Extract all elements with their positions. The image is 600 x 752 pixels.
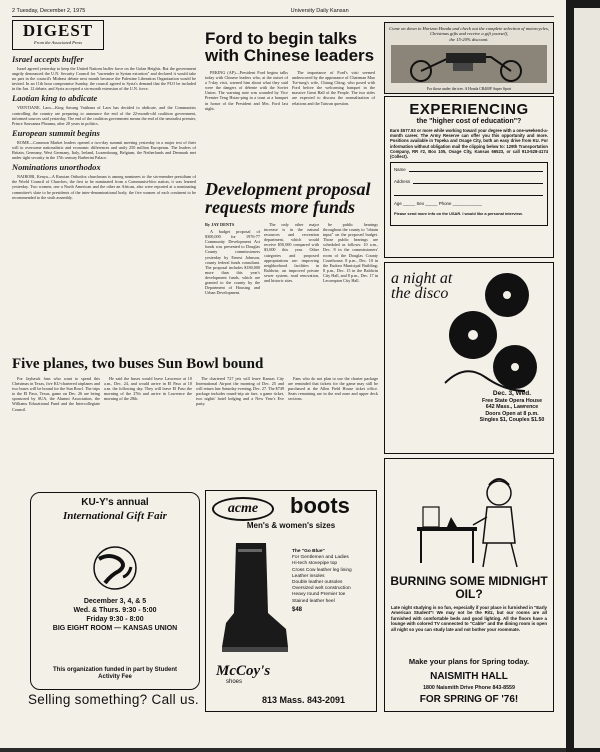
sun-bowl-col3 bbox=[196, 376, 284, 486]
gift-fair-times: Wed. & Thurs. 9:30 - 5:00 bbox=[73, 607, 157, 614]
acme-logo: acme bbox=[212, 497, 274, 521]
disco-ad bbox=[384, 262, 554, 454]
ford-story-col1 bbox=[205, 70, 288, 170]
army-ad-footer: Please send more info on the USAR. I would like a personal interview. bbox=[394, 211, 523, 217]
digest-masthead bbox=[12, 20, 104, 50]
boot-illustration bbox=[220, 543, 290, 655]
address-field-label: Address bbox=[394, 179, 411, 185]
army-reserve-ad bbox=[384, 96, 554, 258]
naismith-spring: FOR SPRING OF '76! bbox=[419, 694, 519, 705]
address-field-line bbox=[413, 183, 543, 184]
disco-ad-date: Dec. 3, Wed. bbox=[492, 390, 532, 397]
disco-ad-title: a night at the disco bbox=[391, 270, 453, 302]
digest-story-head: Israel accepts buffer bbox=[12, 54, 84, 64]
gift-fair-friday: Friday 9:30 - 8:00 bbox=[86, 616, 144, 623]
horizon-honda-ad bbox=[384, 22, 554, 94]
army-ad-body: Earn $577.93 or more while working toward your degree with a one-weekend-a-month career. The Army Reserve can offer you this opportunity and more. Positions available in Topeka and Osage City, both an easy drive from KU. For information without obligation mail the clipping below to: 129th Transportation Company, RR #2, Box 105, Osage City, Kansas 66523, or call 913-528-4174 (Collect). bbox=[390, 128, 548, 160]
naismith-name: NAISMITH HALL bbox=[430, 671, 508, 682]
classified-promo: Selling something? Call us. bbox=[28, 692, 199, 707]
address-field-line-2 bbox=[394, 195, 543, 196]
boots-feature: Hi-tech stovepipe top bbox=[292, 561, 338, 567]
boots-title: boots bbox=[290, 493, 350, 518]
gift-fair-place: BIG EIGHT ROOM — KANSAS UNION bbox=[52, 625, 178, 632]
disco-ad-doors: Doors Open at 8 p.m. bbox=[485, 410, 539, 417]
gift-fair-dates: December 3, 4, & 5 bbox=[83, 598, 147, 605]
digest-story-head: Nominations unorthodox bbox=[12, 162, 101, 173]
honda-ad-line3: the 15-20% discount. bbox=[449, 36, 489, 42]
name-field-line bbox=[409, 171, 543, 172]
boots-feature-list bbox=[292, 549, 372, 613]
honda-ad-line1: Come on down to Horizon Honda and check out the complete selection of motorcycles, bbox=[389, 26, 549, 31]
boots-feature: Cross Cow leather leg lining bbox=[292, 567, 352, 573]
folio-date: 2 Tuesday, December 2, 1975 bbox=[12, 8, 86, 14]
digest-story-head: Laotian king to abdicate bbox=[12, 93, 98, 104]
page-folio bbox=[12, 8, 554, 17]
digest-story-head: European summit begins bbox=[12, 127, 100, 138]
student-at-desk-illustration bbox=[407, 463, 533, 571]
sun-bowl-col4 bbox=[288, 376, 378, 486]
phone-field-label: Phone bbox=[438, 201, 452, 207]
sun-bowl-text: Fans who do not plan to use the charter package are reminded that tickets for the game may still be purchased at the Allen Field House ticket office. Seats remaining are in the end zone and upper deck sections. bbox=[288, 376, 378, 402]
acme-boots-ad bbox=[205, 490, 377, 712]
ford-story-col2 bbox=[292, 70, 375, 170]
boots-feature: Stained leather heel bbox=[292, 598, 335, 604]
sun-bowl-col2 bbox=[104, 376, 192, 486]
naismith-hall-ad bbox=[384, 458, 554, 712]
digest-story-text: ROME—Common Market leaders opened a two-day summit meeting yesterday in a major test of their will to overcome nationalistic and economic differences and unify 250 million Europeans. The leaders of Britain, Germany, West Germany, Italy, Ireland, Luxembourg, Belgium, the Netherlands and Denmark met under tight security in the 17th century Barberini Palace. bbox=[12, 139, 196, 161]
gift-fair-sponsor: This organization funded in part by Student Activity Fee bbox=[53, 667, 177, 680]
army-ad-title: EXPERIENCING bbox=[409, 101, 529, 118]
ford-story-text: The importance of Ford's visit seemed underscored by the appearance of Chairman Mao Tse-tung's wife, Chiang Ching, who posed with Ford before the welcoming banquet in the massive Great Hall of the People. The two sides are expected to discuss the normalization of relations and the Taiwan question. bbox=[292, 70, 375, 106]
boots-feature: Leather insoles bbox=[292, 573, 325, 579]
folio-paper-name: University Daily Kansan bbox=[290, 8, 349, 14]
digest-title: DIGEST bbox=[22, 21, 94, 40]
records-illustration bbox=[425, 273, 549, 393]
sun-bowl-text: For Jayhawk fans who want to spend this Christmas in Texas, five KU-chartered airplanes and two buses will be bound for the Sun Bowl. The trips to the El Paso, Texas, game on Dec. 26 are being sponsored by SUA, the Alumni Association, the Williams Educational Fund and the Intercollegiate Council. bbox=[12, 376, 100, 412]
disco-ad-address: 642 Mass., Lawrence bbox=[485, 404, 539, 411]
naismith-address: 1800 Naismith Drive Phone 843-8559 bbox=[423, 685, 515, 691]
boots-subtitle: Men's & women's sizes bbox=[246, 521, 336, 530]
development-col3 bbox=[323, 222, 378, 352]
gift-fair-schedule bbox=[31, 597, 199, 633]
disco-ad-price: Singles $1, Couples $1.50 bbox=[479, 417, 545, 424]
sun-bowl-text: He said the buses would leave Lawrence at 10 a.m., Dec. 24, and would arrive in El Paso at 10 a.m. the following day. They will leave El Paso the morning of the 27th and arrive in Lawrence the morning of the 28th. bbox=[104, 376, 192, 402]
mccoys-logo-subtext: shoes bbox=[226, 679, 243, 685]
disco-ad-details bbox=[477, 391, 547, 424]
sun-bowl-col1 bbox=[12, 376, 100, 486]
honda-ad-footer: For those under the tree. A Honda CB400F Super Sport bbox=[426, 87, 512, 91]
disco-ad-event: Free State Opera House bbox=[481, 397, 543, 404]
ford-story-text: PEKING (AP)—President Ford begins talks today with Chinese leaders who, at the outset of a 5-day visit, warned him about what they said were the dangers of détente with the Soviet Union. The warning note was sounded by Vice Premier Teng Hsiao-ping in a toast at a banquet in honor of the President and Mrs. Ford last night. bbox=[205, 70, 288, 111]
gift-fair-head: KU-Y's annual bbox=[81, 497, 149, 508]
gift-fair-title: International Gift Fair bbox=[63, 510, 167, 522]
digest-story-text: NAIROBI, Kenya—A Russian Orthodox churchman is among nominees to the six-member presidium of the World Council of Churches, the first to be nominated from a Communist-bloc nation, it was learned yesterday. Two women, one a North American and the other an African, also were reported at a nominating committee's slate to be presidents of the inter-denominational body, the five women of each continent to be recommended to the sixth assembly. bbox=[12, 174, 196, 200]
boots-price: $48 bbox=[292, 606, 303, 613]
development-text: be public hearings throughout the county to "obtain input" on the proposed budget. Those public hearings are scheduled as follows: 10 a.m., Dec. 8 in the commissioners' room of the Douglas County Courthouse; 8 p.m., Dec. 10 in the Eudora Municipal Building; 8 p.m., Dec. 15 in the Baldwin City Hall, and 8 p.m., Dec. 17 in Lecompton City Hall. bbox=[323, 222, 378, 284]
army-ad-subtitle: the "higher cost of education"? bbox=[416, 118, 522, 125]
naismith-headline: BURNING SOME MIDNIGHT OIL? bbox=[390, 574, 548, 601]
army-ad-form: Name Address Age _____ Sex _____ Phone ____________ Please send more info on the USAR. I would like a personal interview. bbox=[390, 162, 548, 226]
mccoys-address-phone: 813 Mass. 843-2091 bbox=[262, 695, 346, 705]
globe-illustration bbox=[89, 545, 141, 591]
digest-subtitle: From the Associated Press bbox=[34, 40, 82, 45]
boots-features-title: The "Go Blue" bbox=[292, 549, 325, 554]
honda-ad-line2: Christmas gifts and receive a gift yourself, bbox=[429, 31, 509, 37]
development-byline: By JAY DENTS bbox=[205, 222, 235, 227]
motorcycle-illustration bbox=[391, 45, 547, 83]
boots-feature: Double leather outsoles bbox=[292, 580, 343, 586]
naismith-body: Late night studying is no fun, especially if your place is furnished in "Early American Student"! We may not be the Ritz, but our rooms are all furnished with comfortable beds and good lighting. All the floors have a lounge with colored TV connected to "Cable" and the dining room is open all night so you can study late and not bother your roommate. bbox=[391, 605, 547, 632]
boots-feature: For Gentlemen and Ladies bbox=[292, 555, 349, 561]
boots-feature: Heavy round Premier toe bbox=[292, 592, 346, 598]
naismith-plan-line: Make your plans for Spring today. bbox=[408, 657, 530, 666]
gift-fair-ad bbox=[30, 492, 200, 690]
development-col2 bbox=[264, 222, 319, 352]
name-field-label: Name bbox=[394, 167, 406, 173]
development-text: The only other major increase is in the natural resources and recreation department, which would receive $50,000 compared with $3,000 this year. Other categories and proposed appropriations are: improving neighborhood facilities in Baldwin; an improved private sewer system; road renovation, and historic sites. bbox=[264, 222, 319, 284]
mccoys-logo: McCoy's bbox=[216, 663, 271, 679]
age-field-label: Age bbox=[394, 201, 402, 207]
boots-feature: Oversized welt construction bbox=[292, 586, 351, 592]
development-text: A budget proposal of $300,000 for 1976-77 Community Development Act funds was presented to Douglas County commissioners yesterday by Ernest Johnson, county federal funds consultant. The proposal includes $180,000 more than this year's development funds, which are granted to the county by the Department of Housing and Urban Development. bbox=[205, 229, 260, 296]
digest-story-text: Israel agreed yesterday to keep the United Nations buffer force on the Golan Heights. But the government angrily denounced the U.N. Security Council for "surrender to Syrian extortion" and declared it would take no part in the council's Mideast debate next month because the Palestine Liberation Organization would be invited. In an 11th hour compromise Sunday, the council agreed to Syria's demand that the PLO be included in the Jan. 12 debate, and Syria accepted a six-month extension of the U.N. force. bbox=[12, 66, 196, 92]
adjacent-page-strip bbox=[574, 8, 600, 748]
sex-field-label: Sex bbox=[416, 201, 425, 207]
sun-bowl-headline: Five planes, two buses Sun Bowl bound bbox=[12, 356, 264, 372]
development-headline: Development proposal requests more funds bbox=[205, 179, 371, 217]
ford-headline: Ford to begin talks with Chinese leaders bbox=[205, 29, 375, 65]
digest-story-text: VIENTIANE, Laos—King Savang Vatthana of Laos has decided to abdicate, and the Communists controlling the country are preparing to announce the end of the 22-month-old coalition government, informed sources said yesterday. The end of the coalition government means the end of the neutralist premier, Prince Souvanna Phouma, after 20 years in politics. bbox=[12, 105, 196, 126]
development-col1 bbox=[205, 222, 260, 352]
sun-bowl-text: The chartered 727 jets will leave Kansas City International Airport the morning of Dec. 25 and will return late Saturday evening, Dec. 27. The $749 package includes round-trip air fare, a game ticket, two nights' hotel lodging and a New Year's Eve party. bbox=[196, 376, 284, 407]
digest-column bbox=[12, 52, 196, 352]
